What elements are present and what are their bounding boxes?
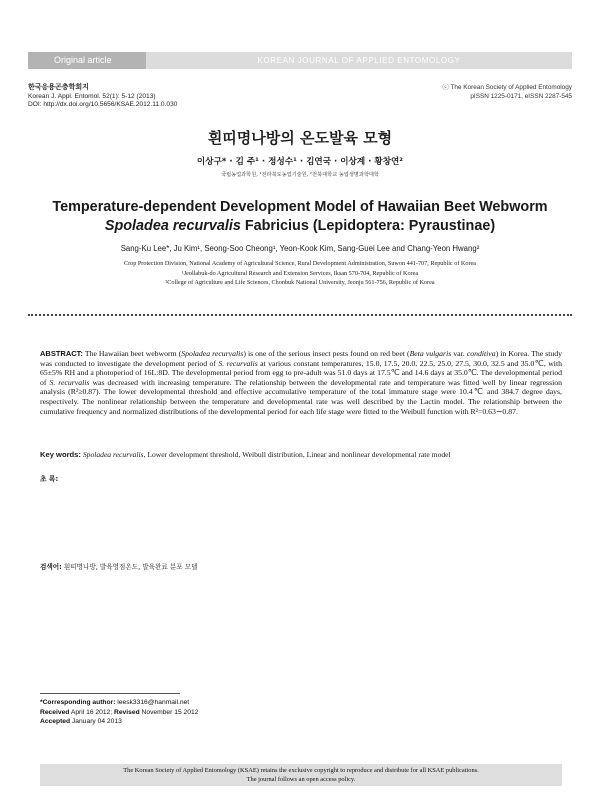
section-divider xyxy=(28,314,572,316)
abstract-label: ABSTRACT: xyxy=(40,349,83,358)
footnote-rule xyxy=(40,693,180,694)
corresponding-email[interactable]: leesk3316@hanmail.net xyxy=(115,699,190,706)
korean-keywords-label: 검색어: xyxy=(40,563,62,571)
copyright-notice: ⓒ The Korean Society of Applied Entomology xyxy=(442,84,572,91)
keywords-species: Spoladea recurvalis xyxy=(82,450,144,459)
affiliation-3: ²College of Agriculture and Life Sciences, Chonbuk National University, Jeonju 561-756, Republic of Korea xyxy=(165,279,435,286)
received-date: April 16 2012; xyxy=(69,708,114,716)
copyright-line-2: The journal follows an open access policy. xyxy=(246,776,356,783)
korean-affiliations: 국립농업과학원, ¹전라북도농업기술원, ²전북대학교 농업생명과학대학 xyxy=(221,172,379,178)
copyright-line-1: The Korean Society of Applied Entomology (KSAE) retains the exclusive copyright to reproduce and distribute for all KSAE publications. xyxy=(123,767,479,774)
keywords xyxy=(40,450,562,460)
abstract-species: S. recurvalis xyxy=(218,358,258,368)
abstract-text: The Hawaiian beet webworm ( xyxy=(82,349,182,358)
korean-abstract xyxy=(40,474,562,485)
abstract-species: Spoladea recurvalis xyxy=(181,349,244,358)
korean-abstract-label: 초 록: xyxy=(40,475,59,483)
journal-name: KOREAN JOURNAL OF APPLIED ENTOMOLOGY xyxy=(257,56,461,65)
accepted xyxy=(40,717,198,727)
accepted-date: January 04 2013 xyxy=(70,718,122,726)
english-title-line2 xyxy=(0,217,600,236)
title-species-name: Spoladea recurvalis xyxy=(104,218,241,234)
received-revised xyxy=(40,708,198,718)
page-header xyxy=(28,52,572,69)
article-type-label: Original article xyxy=(28,52,146,69)
affiliation-2: ¹Jeollabuk-do Agricultural Research and Extension Services, Iksan 570-704, Republic of Korea xyxy=(181,269,419,277)
korean-authors: 이상구* · 김 주¹ · 정성수¹ · 김연국 · 이상계 · 황창연² xyxy=(196,157,404,167)
abstract-text: ) in Korea. The study was conducted to investigate the development period of xyxy=(40,349,563,368)
keywords-text: , Lower development threshold, Weibull distribution, Linear and nonlinear developmental rate model xyxy=(143,450,451,459)
abstract-text: var. xyxy=(451,349,467,358)
abstract-species: Beta vulgaris xyxy=(409,349,452,358)
footnotes xyxy=(40,698,198,727)
issn-line: pISSN 1225-0171, eISSN 2287-545 xyxy=(470,92,572,100)
copyright-footer xyxy=(40,764,562,786)
journal-name-korean: 한국응용곤충학회지 xyxy=(28,84,89,91)
title-taxonomy: Fabricius (Lepidoptera: Pyraustinae) xyxy=(240,218,496,234)
english-title-line1: Temperature-dependent Development Model of Hawaiian Beet Webworm xyxy=(52,199,548,215)
received-label: Received xyxy=(40,708,70,716)
abstract-species: conditiva xyxy=(466,349,496,358)
revised-date: November 15 2012 xyxy=(139,708,199,716)
journal-citation: Korean J. Appl. Entomol. 52(1): 5-12 (2013) xyxy=(28,92,156,100)
english-abstract xyxy=(40,349,562,416)
affiliation-1: Crop Protection Division, National Academy of Agricultural Science, Rural Development Administration, Suwon 441-707, Republic of Korea xyxy=(123,260,477,267)
english-title xyxy=(0,198,600,236)
korean-title: 흰띠명나방의 온도발육 모형 xyxy=(207,129,393,147)
abstract-text: at various constant temperatures, 15.0, 17.5, 20.0, 22.5, 25.0, 27.5, 30.0, 32.5 and 35.0℃, with 65±5% RH and a photoperiod of 16L:8D. The developmental period from egg to pre-adult was 51.0 days at 17.5℃ and 14.6 days at 35.0℃. The developmental period of xyxy=(40,358,562,387)
abstract-species: S. recurvalis xyxy=(49,377,90,387)
abstract-text: ) is one of the serious insect pests found on red beet ( xyxy=(243,349,410,358)
revised-label: Revised xyxy=(114,708,140,716)
abstract-text: was decreased with increasing temperature. The relationship between the developmental rate and temperature was fitted well by linear regression analysis (R²≥0.87). The lower developmental threshold and effective accumulative temperature of the total immature stage were 10.4℃ and 384.7 degree days, respectively. The nonlinear relationship between the temperature and developmental rate was well described by the Lactin model. The relationship between the cumulative frequency and normalized distributions of the developmental period for each life stage were fitted to the Weibull function with R²=0.63∼0.87. xyxy=(40,377,562,416)
english-affiliations xyxy=(0,259,600,288)
korean-keywords-text: 흰띠명나방, 발육영점온도, 발육완료 분포 모델 xyxy=(63,563,198,571)
english-authors: Sang-Ku Lee*, Ju Kim¹, Seong-Soo Cheong¹, Yeon-Kook Kim, Sang-Guei Lee and Chang-Yeon Hwang² xyxy=(120,244,480,253)
accepted-label: Accepted xyxy=(40,718,71,726)
corresponding-label: *Corresponding author: xyxy=(40,699,116,706)
corresponding-author xyxy=(40,698,198,708)
publisher-block xyxy=(442,84,572,101)
doi-link[interactable]: DOI: http://dx.doi.org/10.5656/KSAE.2012.11.0.030 xyxy=(28,101,178,109)
keywords-label: Key words: xyxy=(40,450,81,459)
citation-block xyxy=(28,84,177,110)
korean-keywords xyxy=(40,561,562,571)
